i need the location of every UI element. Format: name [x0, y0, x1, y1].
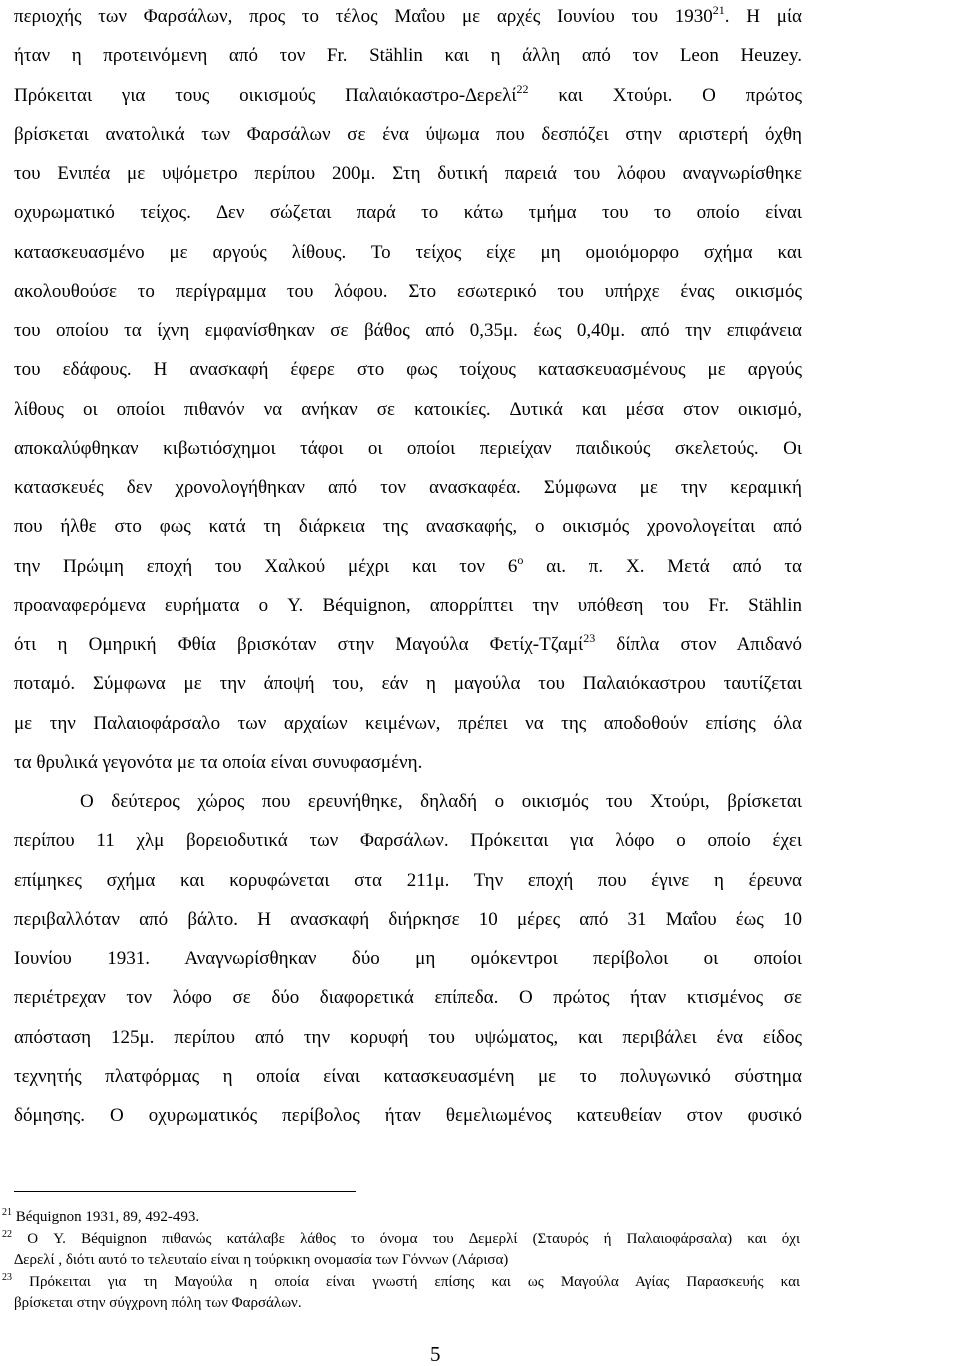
text-line [14, 514, 802, 540]
text-segment: με την Παλαιοφάρσαλο των αρχαίων κειμένων, πρέπει να της αποδοθούν επίσης όλα [14, 712, 802, 734]
text-line [14, 985, 802, 1011]
text-segment: Ο δεύτερος χώρος που ερευνήθηκε, δηλαδή ο οικισμός του Χτούρι, βρίσκεται [80, 791, 802, 812]
text-segment: κατασκευασμένο με αργούς λίθους. Το τείχος είχε μη ομοιόμορφο σχήμα και [14, 241, 802, 263]
text-segment: περιέτρεχαν τον λόφο σε δύο διαφορετικά επίπεδα. Ο πρώτος ήταν κτισμένος σε [14, 987, 802, 1009]
footnote-marker: 22 [2, 1229, 12, 1240]
text-segment: λίθους οι οποίοι πιθανόν να ανήκαν σε κατοικίες. ∆υτικά και μέσα στον οικισμό, [14, 398, 802, 420]
footnote-line [2, 1229, 800, 1249]
text-line [14, 475, 802, 501]
text-segment: την Πρώιμη εποχή του Χαλκού μέχρι και τον 6 [14, 555, 518, 577]
text-segment: ποταμό. Σύμφωνα με την άποψή του, εάν η μαγούλα του Παλαιόκαστρου ταυτίζεται [14, 673, 802, 695]
text-segment: δίπλα στον Απιδανό [595, 634, 803, 655]
text-line [14, 711, 802, 737]
footnote-text: βρίσκεται στην σύγχρονη πόλη των Φαρσάλων. [14, 1295, 302, 1311]
text-segment: απόσταση 125μ. περίπου από την κορυφή του υψώματος, και περιβάλει ένα είδος [14, 1026, 802, 1048]
text-segment: που ήλθε στο φως κατά τη διάρκεια της ανασκαφής, ο οικισμός χρονολογείται από [14, 516, 802, 538]
text-line [14, 240, 802, 266]
text-segment: ακολουθούσε το περίγραμμα του λόφου. Στο εσωτερικό του υπήρχε ένας οικισμός [14, 280, 802, 302]
text-segment: ήταν η προτεινόμενη από τον Fr. Stählin και η άλλη από τον Leon Heuzey. [14, 45, 802, 67]
footnote-text: Ο Y. Béquignon πιθανώς κατάλαβε λάθος το όνομα του ∆εμερλί (Σταυρός ή Παλαιοφάρσαλα) και όχι [27, 1231, 801, 1247]
footnote-text: Béquignon 1931, 89, 492-493. [15, 1209, 200, 1225]
text-segment: αι. π. Χ. Μετά από τα [523, 555, 803, 577]
text-line [14, 671, 802, 697]
text-line [14, 279, 802, 305]
text-line [14, 907, 802, 933]
text-segment: περιβαλλόταν από βάλτο. Η ανασκαφή διήρκησε 10 μέρες από 31 Μαΐου έως 10 [14, 908, 802, 930]
text-line [80, 789, 802, 815]
footnote-line [2, 1207, 820, 1227]
footnote-separator [14, 1191, 356, 1192]
text-line [14, 397, 802, 423]
text-line [14, 318, 802, 344]
text-segment: επίμηκες σχήμα και κορυφώνεται στα 211μ. Την εποχή που έγινε η έρευνα [14, 869, 802, 891]
text-segment: δόμησης. Ο οχυρωματικός περίβολος ήταν θεμελιωμένος κατευθείαν στον φυσικό [14, 1105, 802, 1126]
text-segment: του Ενιπέα με υψόμετρο περίπου 200μ. Στη δυτική παρειά του λόφου αναγνωρίσθηκε [14, 163, 802, 184]
text-line [14, 161, 802, 187]
text-segment: και Χτούρι. Ο πρώτος [528, 84, 802, 106]
text-line [14, 632, 802, 658]
text-segment: περιοχής των Φαρσάλων, προς το τέλος Μαΐου με αρχές Ιουνίου του 1930 [14, 6, 713, 27]
text-line [14, 1025, 802, 1051]
text-segment: . Η μία [724, 6, 802, 27]
text-line [14, 868, 802, 894]
text-segment: τεχνητής πλατφόρμας η οποία είναι κατασκευασμένη με το πολυγωνικό σύστημα [14, 1065, 802, 1087]
text-line [14, 4, 802, 30]
footnote-line [14, 1293, 800, 1313]
text-segment: βρίσκεται ανατολικά των Φαρσάλων σε ένα ύψωμα που δεσπόζει στην αριστερή όχθη [14, 123, 802, 145]
footnote-marker: 23 [2, 1272, 12, 1283]
text-line [14, 593, 802, 619]
text-line [14, 554, 802, 580]
text-segment: ότι η Ομηρική Φθία βρισκόταν στην Μαγούλα Φετίχ-Τζαμί [14, 634, 584, 655]
text-line [14, 436, 802, 462]
text-segment: προαναφερόμενα ευρήματα ο Y. Béquignon, απορρίπτει την υπόθεση του Fr. Stählin [14, 594, 802, 616]
text-segment: περίπου 11 χλμ βορειοδυτικά των Φαρσάλων. Πρόκειται για λόφο ο οποίο έχει [14, 830, 802, 852]
text-segment: Πρόκειται για τους οικισμούς Παλαιόκαστρο-∆ερελί [14, 84, 517, 106]
page-number: 5 [430, 1342, 441, 1366]
footnote-text: Πρόκειται για τη Μαγούλα η οποία είναι γνωστή επίσης και ως Μαγούλα Αγίας Παρασκευής και [29, 1274, 801, 1290]
text-segment: Ιουνίου 1931. Αναγνωρίσθηκαν δύο μη ομόκεντροι περίβολοι οι οποίοι [14, 948, 802, 969]
footnote-marker: 21 [2, 1207, 12, 1218]
text-line [14, 122, 802, 148]
text-line [14, 83, 802, 109]
footnote-text: ∆ερελί , διότι αυτό το τελευταίο είναι η τούρκικη ονομασία των Γόννων (Λάρισα) [14, 1252, 509, 1268]
text-line [14, 750, 802, 776]
text-segment: αποκαλύφθηκαν κιβωτιόσχημοι τάφοι οι οποίοι περιείχαν παιδικούς σκελετούς. Οι [14, 437, 802, 459]
text-segment: του εδάφους. Η ανασκαφή έφερε στο φως τοίχους κατασκευασμένους με αργούς [14, 359, 802, 381]
text-line [14, 357, 802, 383]
text-segment: τα θρυλικά γεγονότα με τα οποία είναι συνυφασμένη. [14, 751, 423, 773]
text-line [14, 828, 802, 854]
footnote-line [14, 1250, 800, 1270]
text-line [14, 1064, 802, 1090]
text-segment: κατασκευές δεν χρονολογήθηκαν από τον ανασκαφέα. Σύμφωνα με την κεραμική [14, 477, 802, 498]
text-line [14, 1103, 802, 1129]
text-line [14, 946, 802, 972]
text-line [14, 200, 802, 226]
text-segment: του οποίου τα ίχνη εμφανίσθηκαν σε βάθος από 0,35μ. έως 0,40μ. από την επιφάνεια [14, 320, 802, 341]
footnote-line [2, 1272, 800, 1292]
footnote-reference: 23 [583, 631, 596, 645]
footnote-reference: 21 [712, 3, 725, 17]
text-segment: οχυρωματικό τείχος. ∆εν σώζεται παρά το κάτω τμήμα του το οποίο είναι [14, 202, 802, 224]
footnote-reference: ο [517, 552, 524, 567]
text-line [14, 43, 802, 69]
footnote-reference: 22 [516, 81, 529, 96]
